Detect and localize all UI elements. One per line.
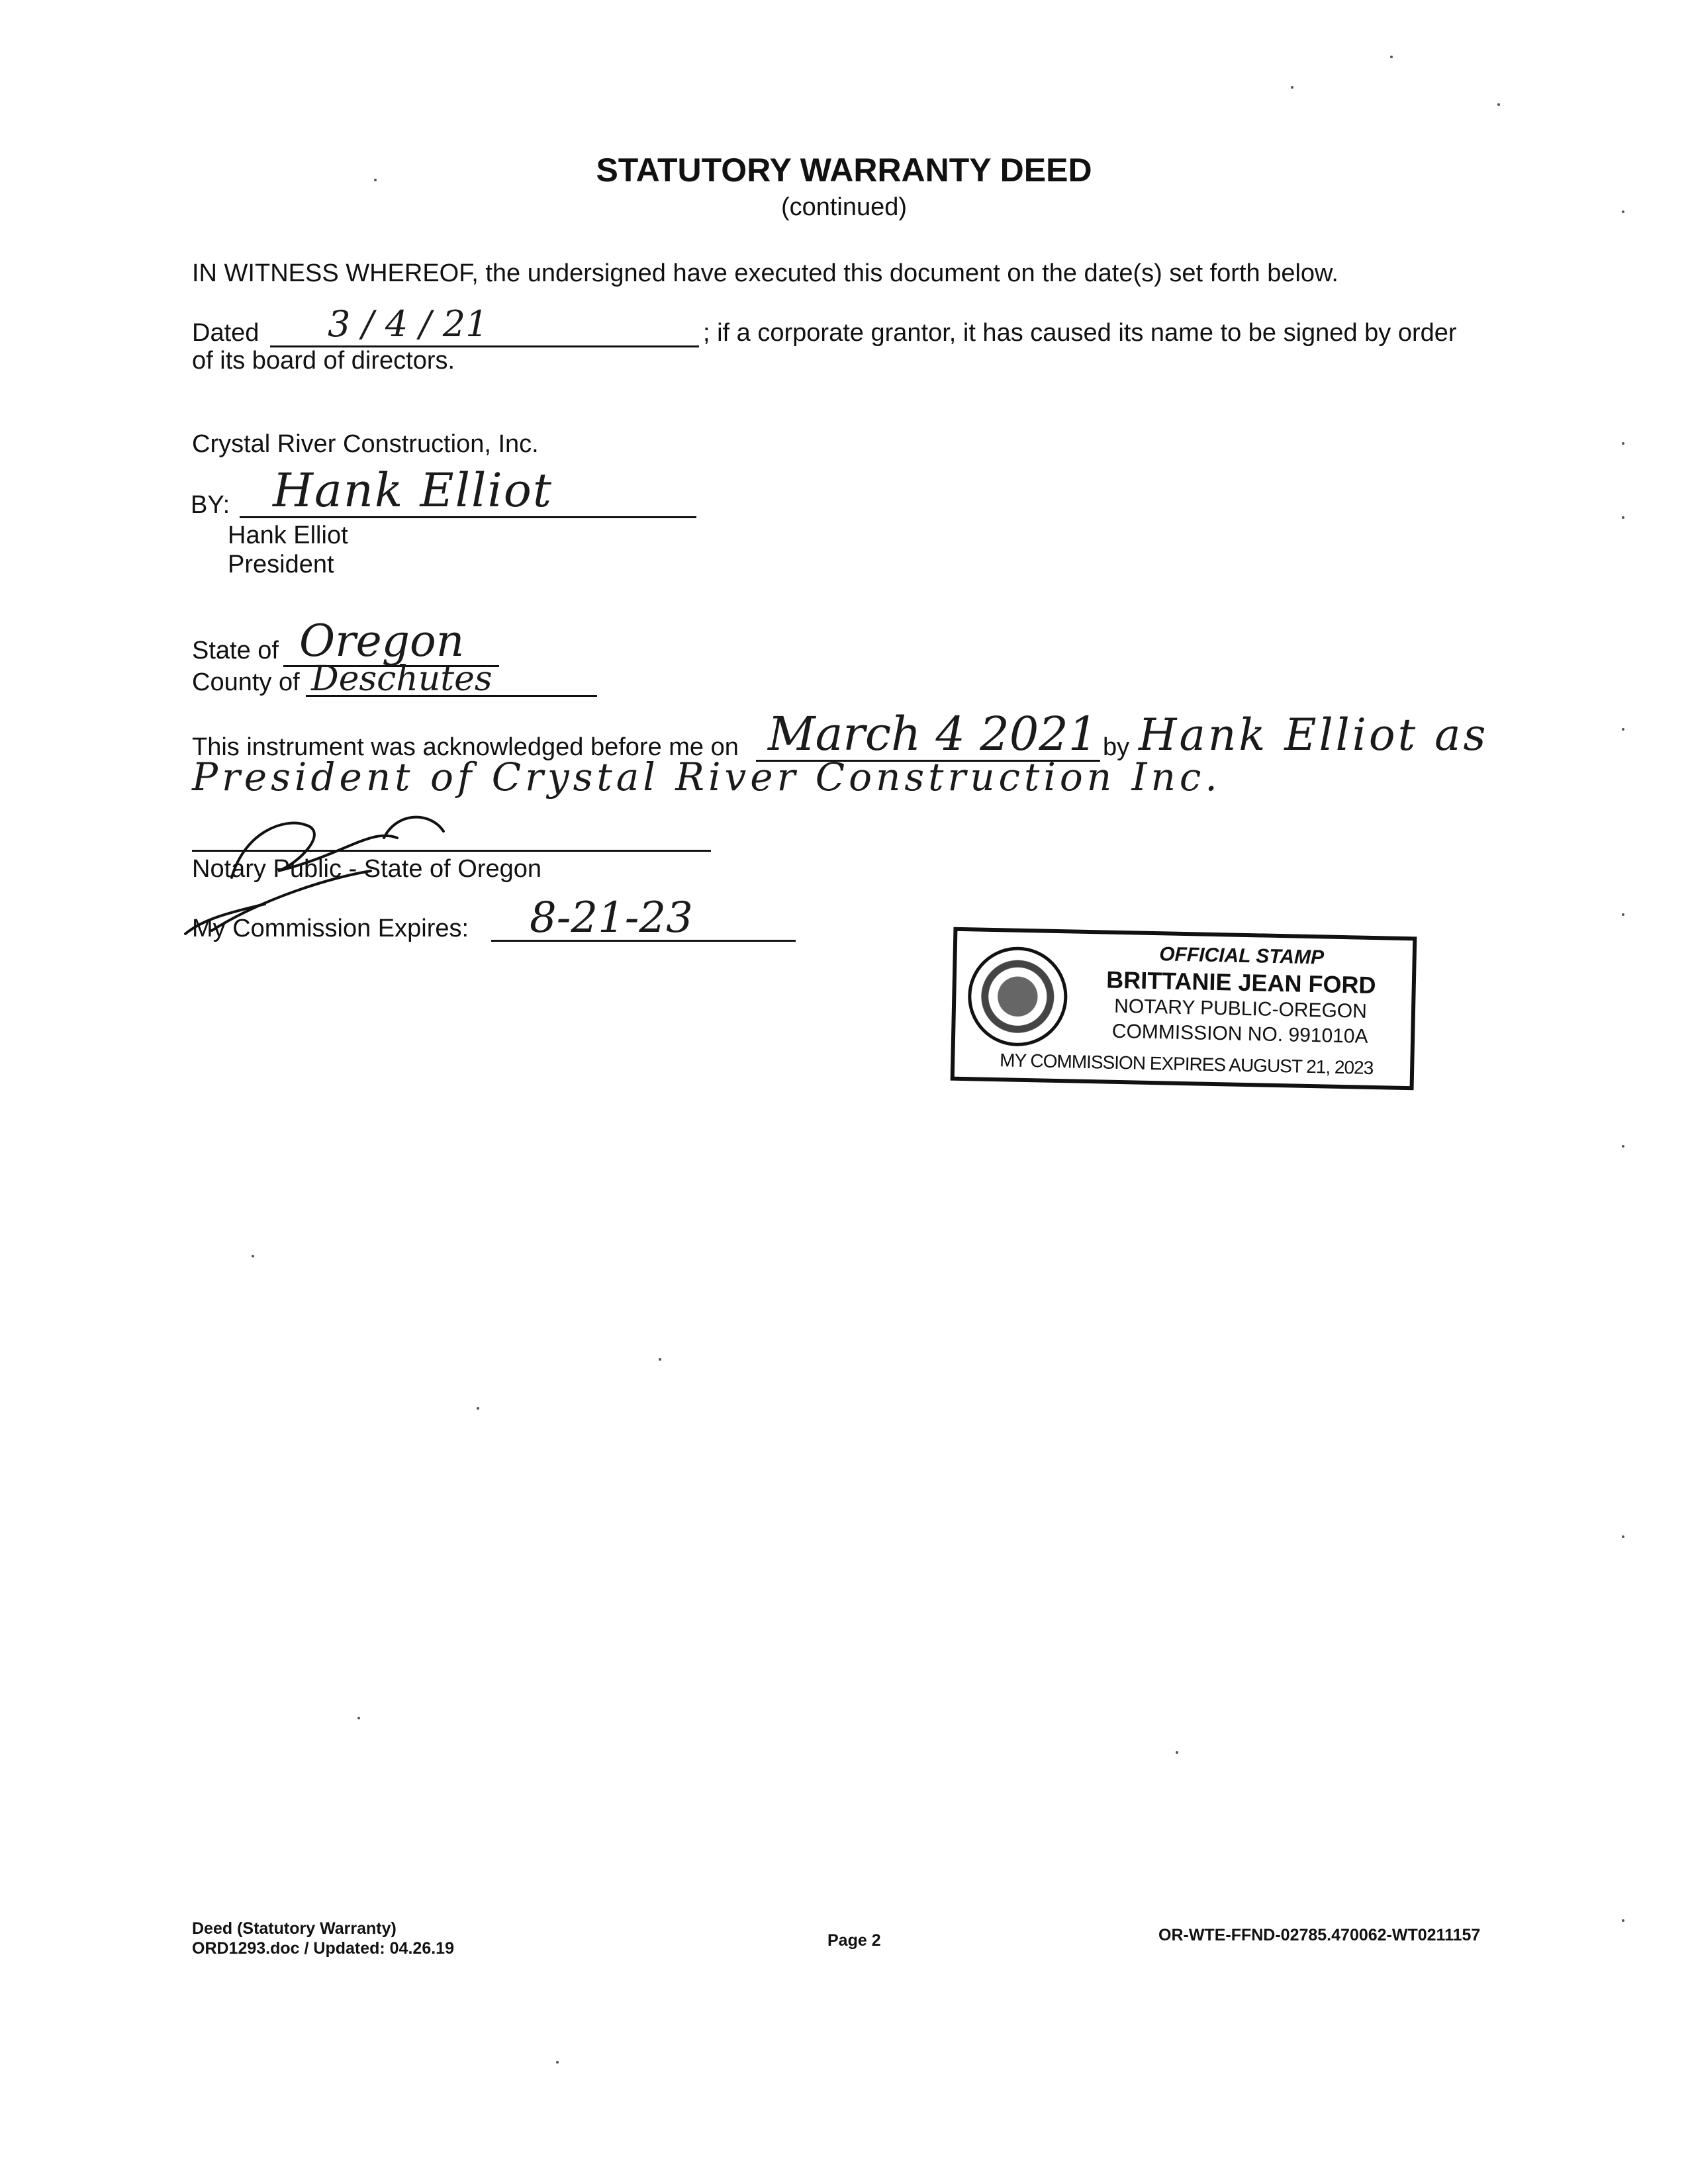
commission-expires-value: 8-21-23	[530, 893, 693, 942]
dated-label: Dated	[192, 319, 259, 347]
grantor-title: President	[228, 551, 334, 578]
grantor-signature: Hank Elliot	[273, 463, 553, 518]
grantor-company: Crystal River Construction, Inc.	[192, 430, 539, 458]
scan-speck	[252, 1255, 254, 1257]
dated-continuation: ; if a corporate grantor, it has caused its name to be signed by order	[703, 319, 1457, 347]
acknowledgment-by-label: by	[1103, 733, 1130, 761]
scan-speck	[1390, 56, 1393, 58]
scan-speck	[1622, 1145, 1624, 1148]
document-subtitle: (continued)	[780, 193, 908, 221]
state-label: State of	[192, 637, 279, 664]
grantor-name: Hank Elliot	[228, 522, 348, 549]
scan-speck	[1622, 728, 1624, 731]
dated-line2: of its board of directors.	[192, 347, 455, 375]
county-label: County of	[192, 668, 300, 696]
scan-speck	[1176, 1751, 1178, 1754]
scan-speck	[1291, 86, 1293, 89]
stamp-notary-title: NOTARY PUBLIC-OREGON	[1113, 995, 1368, 1023]
document-title: STATUTORY WARRANTY DEED	[596, 152, 1092, 189]
footer-doc-ref: ORD1293.doc / Updated: 04.26.19	[192, 1939, 454, 1958]
acknowledgment-date-value: March 4 2021	[768, 707, 1098, 761]
commission-expires-label: My Commission Expires:	[192, 915, 469, 942]
county-handwritten-value: Deschutes	[311, 659, 492, 699]
stamp-expiration: MY COMMISSION EXPIRES AUGUST 21, 2023	[999, 1050, 1374, 1079]
scan-speck	[374, 179, 377, 181]
stamp-notary-name: BRITTANIE JEAN FORD	[1105, 966, 1376, 999]
state-seal-icon	[967, 946, 1068, 1047]
scan-speck	[1622, 442, 1624, 445]
scan-speck	[1497, 103, 1500, 106]
scan-speck	[357, 1717, 360, 1719]
stamp-commission-number: COMMISSION NO. 991010A	[1111, 1020, 1368, 1048]
stamp-heading: OFFICIAL STAMP	[1158, 943, 1325, 969]
official-notary-stamp	[951, 927, 1417, 1091]
footer-page-number: Page 2	[827, 1931, 881, 1950]
scan-speck	[1622, 913, 1624, 916]
acknowledgment-by-value: Hank Elliot as	[1139, 709, 1489, 760]
scan-speck	[659, 1358, 661, 1361]
footer-doc-name: Deed (Statutory Warranty)	[192, 1919, 397, 1938]
notary-label: Notary Public - State of Oregon	[192, 855, 542, 883]
scan-speck	[1622, 1535, 1624, 1538]
dated-handwritten-value: 3 / 4 / 21	[328, 303, 489, 345]
scan-speck	[1622, 210, 1624, 213]
notary-signature-line	[192, 850, 711, 852]
footer-order-number: OR-WTE-FFND-02785.470062-WT0211157	[1158, 1926, 1481, 1944]
scan-speck	[1622, 1919, 1624, 1922]
state-handwritten-value: Oregon	[299, 615, 465, 666]
scan-speck	[556, 2061, 559, 2064]
acknowledgment-prefix: This instrument was acknowledged before me on	[192, 733, 739, 761]
by-label: BY:	[191, 491, 230, 519]
acknowledgment-line2: President of Crystal River Construction Inc.	[192, 754, 1221, 799]
scan-speck	[477, 1407, 479, 1410]
witness-clause: IN WITNESS WHEREOF, the undersigned have executed this document on the date(s) set forth below.	[192, 259, 1338, 287]
scan-speck	[1622, 516, 1624, 519]
